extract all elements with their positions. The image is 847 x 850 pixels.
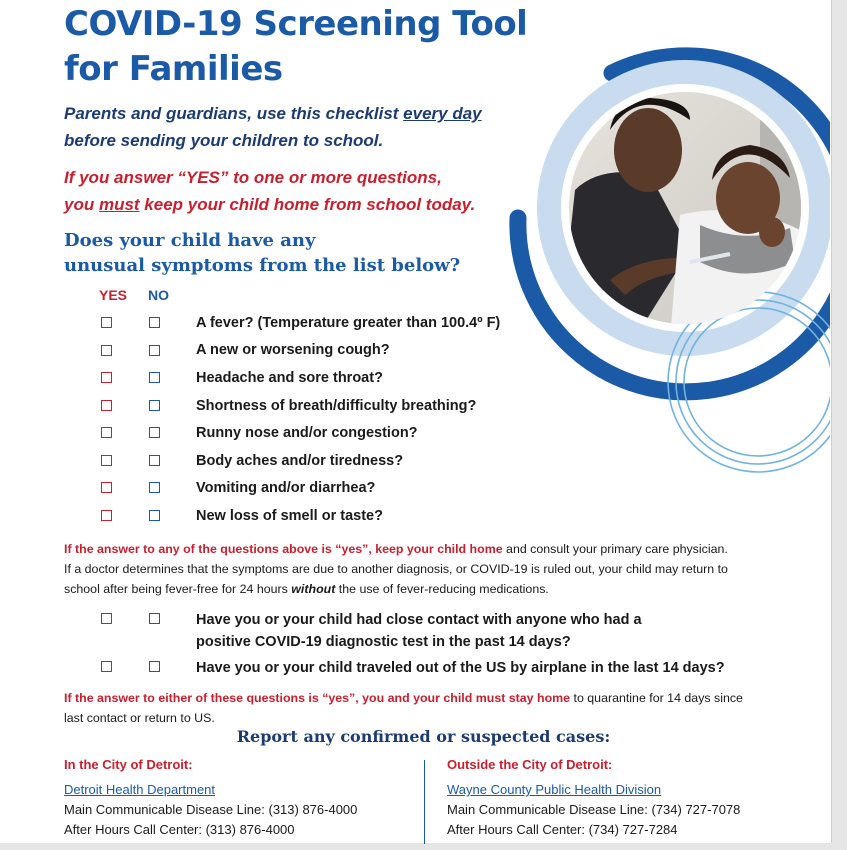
symptom-label: New loss of smell or taste? <box>196 508 383 524</box>
intro-part-2: before sending your children to school. <box>64 131 384 150</box>
symptom-label: Vomiting and/or diarrhea? <box>196 480 376 496</box>
detroit-after-hours: After Hours Call Center: (313) 876-4000 <box>64 822 295 837</box>
quarantine-rest: to quarantine for 14 days since <box>570 691 743 705</box>
report-heading: Report any confirmed or suspected cases: <box>236 727 611 746</box>
symptoms-question <box>64 228 460 278</box>
intro-emphasis: every day <box>403 104 482 123</box>
wayne-county-link[interactable]: Wayne County Public Health Division <box>447 782 662 797</box>
wayne-main-line: Main Communicable Disease Line: (734) 727-7078 <box>447 802 741 817</box>
no-checkbox[interactable] <box>149 372 160 383</box>
title-line-2: for Families <box>64 49 283 89</box>
no-checkbox[interactable] <box>149 400 160 411</box>
no-checkbox[interactable] <box>149 317 160 328</box>
guidance-line-3-pre: school after being fever-free for 24 hours <box>64 582 292 596</box>
symptom-label: Runny nose and/or congestion? <box>196 425 418 441</box>
no-checkbox[interactable] <box>149 455 160 466</box>
warning-emphasis: must <box>98 195 140 214</box>
no-checkbox[interactable] <box>149 613 160 624</box>
quarantine-line-2: last contact or return to US. <box>64 711 215 725</box>
yes-checkbox[interactable] <box>101 661 112 672</box>
no-column-header: NO <box>148 287 169 303</box>
warning-post: keep your child home from school today. <box>139 195 476 214</box>
yes-checkbox[interactable] <box>101 613 112 624</box>
yes-checkbox[interactable] <box>101 455 112 466</box>
yes-checkbox[interactable] <box>101 482 112 493</box>
viewer-scrollbar-track[interactable] <box>831 0 847 850</box>
yes-checkbox[interactable] <box>101 400 112 411</box>
symptom-label: Body aches and/or tiredness? <box>196 453 404 469</box>
no-checkbox[interactable] <box>149 345 160 356</box>
intro-part-1: Parents and guardians, use this checklist <box>64 104 404 123</box>
yes-checkbox[interactable] <box>101 372 112 383</box>
detroit-health-link[interactable]: Detroit Health Department <box>64 782 216 797</box>
symptom-label: Headache and sore throat? <box>196 370 383 386</box>
contact-question-line-2: positive COVID-19 diagnostic test in the past 14 days? <box>196 634 571 650</box>
warning-text <box>64 164 475 218</box>
warning-line-1: If you answer “YES” to one or more questions, <box>64 168 442 187</box>
guidance-line-3-post: the use of fever-reducing medications. <box>335 582 549 596</box>
page-title <box>64 2 527 92</box>
illustration <box>480 40 830 480</box>
warning-pre: you <box>64 195 99 214</box>
yes-column-header: YES <box>99 287 128 303</box>
column-divider <box>424 760 425 844</box>
yes-checkbox[interactable] <box>101 345 112 356</box>
symptom-label: Shortness of breath/difficulty breathing? <box>196 398 477 414</box>
travel-question: Have you or your child traveled out of the US by airplane in the last 14 days? <box>196 660 725 676</box>
guidance-line-2: If a doctor determines that the symptoms are due to another diagnosis, or COVID-19 is ruled out, your child may return to <box>64 562 728 576</box>
no-checkbox[interactable] <box>149 661 160 672</box>
quarantine-guidance <box>64 688 743 728</box>
intro-text <box>64 100 482 154</box>
symptoms-guidance <box>64 539 728 599</box>
quarantine-red: If the answer to either of these questions is “yes”, you and your child must stay home <box>64 691 571 705</box>
symptom-label: A fever? (Temperature greater than 100.4º F) <box>196 315 501 331</box>
guidance-emphasis: without <box>291 582 336 596</box>
yes-checkbox[interactable] <box>101 317 112 328</box>
viewer-bottom-edge <box>0 843 847 850</box>
title-line-1: COVID-19 Screening Tool <box>64 4 528 44</box>
outside-heading: Outside the City of Detroit: <box>447 757 613 772</box>
contact-question-line-1: Have you or your child had close contact with anyone who had a <box>196 612 642 628</box>
symptom-label: A new or worsening cough? <box>196 342 390 358</box>
detroit-main-line: Main Communicable Disease Line: (313) 876-4000 <box>64 802 358 817</box>
symptoms-question-line-1: Does your child have any <box>64 230 316 251</box>
guidance-rest: and consult your primary care physician. <box>502 542 728 556</box>
symptoms-question-line-2: unusual symptoms from the list below? <box>64 255 461 276</box>
wayne-after-hours: After Hours Call Center: (734) 727-7284 <box>447 822 678 837</box>
detroit-heading: In the City of Detroit: <box>64 757 193 772</box>
contact-question <box>196 609 642 653</box>
yes-checkbox[interactable] <box>101 427 112 438</box>
yes-checkbox[interactable] <box>101 510 112 521</box>
no-checkbox[interactable] <box>149 427 160 438</box>
guidance-red: If the answer to any of the questions above is “yes”, keep your child home <box>64 542 503 556</box>
no-checkbox[interactable] <box>149 482 160 493</box>
no-checkbox[interactable] <box>149 510 160 521</box>
